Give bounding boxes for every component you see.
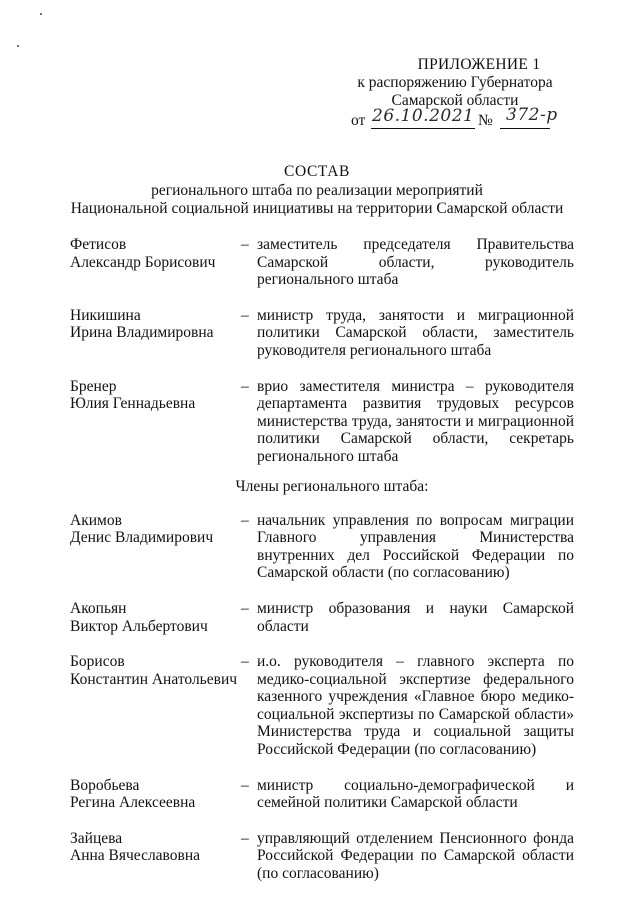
dash: – xyxy=(241,306,249,324)
member-given-names: Анна Вячеславовна xyxy=(70,847,201,865)
member-surname: Акимов xyxy=(70,511,122,529)
member-role: управляющий отделением Пенсионного фонда Российской Федерации по Самарской области (по согласованию) xyxy=(257,829,574,883)
dash: – xyxy=(241,776,249,794)
list-item xyxy=(70,830,574,883)
member-given-names: Регина Алексеевна xyxy=(70,794,196,812)
member-role: начальник управления по вопросам миграции Главного управления Министерства внутренних дел Российской Федерации по Самарской области (по согласованию) xyxy=(257,511,574,582)
number-sign: № xyxy=(478,112,493,129)
member-name xyxy=(70,777,240,812)
list-item xyxy=(70,236,574,289)
annex-region-line: Самарской области xyxy=(391,92,519,109)
member-surname: Фетисов xyxy=(70,236,127,253)
list-item xyxy=(70,378,574,466)
member-name xyxy=(70,236,240,271)
annex-date-row xyxy=(350,105,560,132)
number-handwritten: 372-р xyxy=(506,105,558,125)
date-handwritten: 26.10.2021 xyxy=(372,106,475,126)
annex-title: ПРИЛОЖЕНИЕ 1 xyxy=(417,56,541,73)
list-item xyxy=(70,653,574,759)
member-role: министр социально-демографической и семейной политики Самарской области xyxy=(257,776,574,812)
member-role: министр труда, занятости и миграционной политики Самарской области, заместитель руководителя регионального штаба xyxy=(257,306,574,359)
member-name xyxy=(70,512,240,547)
date-underline xyxy=(371,128,475,129)
member-name xyxy=(70,653,240,688)
member-name xyxy=(70,600,240,635)
dash: – xyxy=(241,653,249,671)
scan-speck xyxy=(17,45,19,47)
member-surname: Никишина xyxy=(70,306,141,324)
member-given-names: Константин Анатольевич xyxy=(70,670,238,688)
annex-block xyxy=(350,56,560,132)
date-prefix: от xyxy=(351,112,366,129)
dash: – xyxy=(241,511,249,529)
members-section-title: Члены регионального штаба: xyxy=(235,477,429,495)
heading-subtitle-line-2: Национальной социальной инициативы на территории Самарской области xyxy=(70,200,564,217)
member-surname: Борисов xyxy=(70,653,125,671)
member-role: заместитель председателя Правительства Самарской области, руководитель регионального штаба xyxy=(257,236,574,289)
member-given-names: Ирина Владимировна xyxy=(70,324,214,342)
member-surname: Воробьева xyxy=(70,776,140,794)
member-name xyxy=(70,307,240,342)
annex-ordinance-line: к распоряжению Губернатора xyxy=(357,74,553,91)
member-role: и.о. руководителя – главного эксперта по медико-социальной экспертизе федерального казенного учреждения «Главное бюро медико-социальной экспертизы по Самарской области» Министерства труда и социальной защиты Российской Федерации (по согласованию) xyxy=(257,653,574,759)
member-given-names: Виктор Альбертович xyxy=(70,617,208,635)
member-role: врио заместителя министра – руководителя департамента развития трудовых ресурсов министерства труда, занятости и миграционной политики Самарской области, секретарь регионального штаба xyxy=(257,377,574,465)
member-given-names: Юлия Геннадьевна xyxy=(70,395,196,413)
member-name xyxy=(70,378,240,413)
member-surname: Зайцева xyxy=(70,829,123,847)
list-item xyxy=(70,512,574,582)
list-item xyxy=(70,777,574,812)
member-given-names: Денис Владимирович xyxy=(70,529,214,547)
document-heading xyxy=(40,163,594,218)
member-surname: Бренер xyxy=(70,377,117,395)
heading-subtitle-line-1: регионального штаба по реализации мероприятий xyxy=(151,182,483,199)
composition-list xyxy=(70,236,574,901)
number-underline xyxy=(500,128,550,129)
member-surname: Акопьян xyxy=(70,599,127,617)
dash: – xyxy=(241,599,249,617)
dash: – xyxy=(241,829,249,847)
list-item xyxy=(70,600,574,635)
list-item xyxy=(70,307,574,360)
member-role: министр образования и науки Самарской области xyxy=(257,599,574,635)
dash: – xyxy=(241,377,249,395)
scan-speck xyxy=(40,13,42,15)
member-given-names: Александр Борисович xyxy=(70,253,216,271)
heading-title: СОСТАВ xyxy=(284,163,350,180)
dash: – xyxy=(241,236,249,253)
member-name xyxy=(70,830,240,865)
